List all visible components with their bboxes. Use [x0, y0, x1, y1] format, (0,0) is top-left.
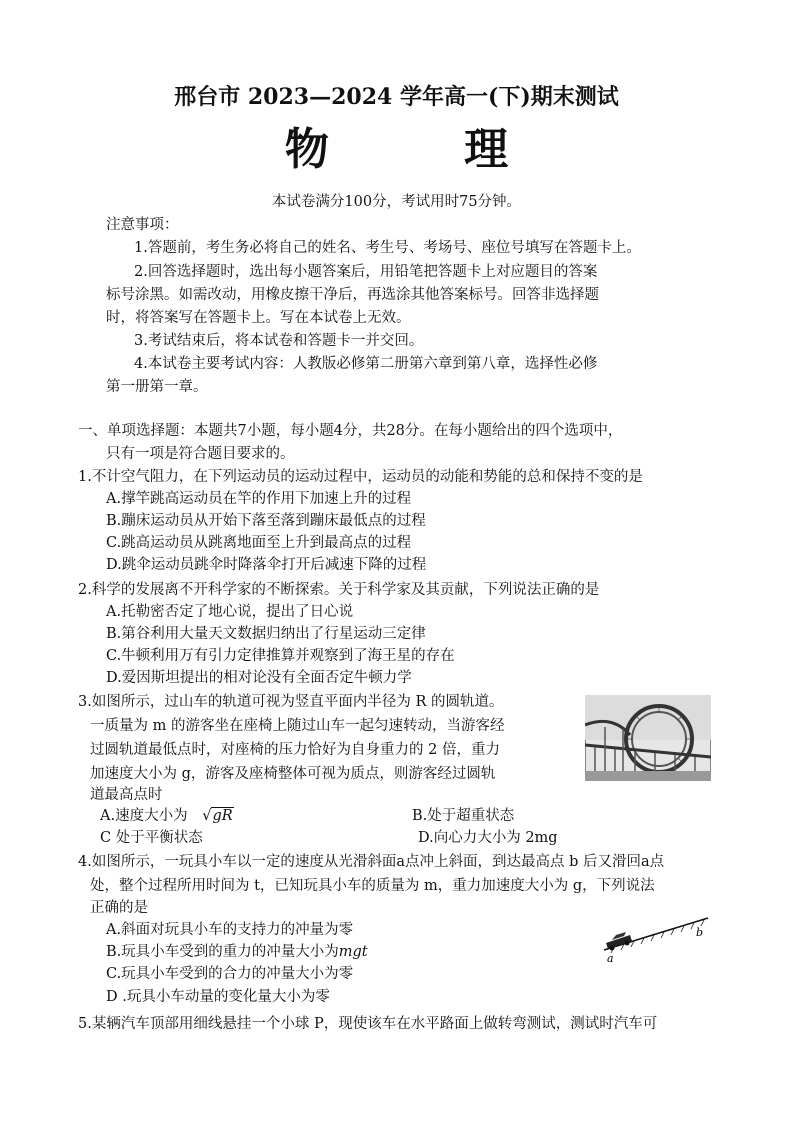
question-5-stem: 5.某辆汽车顶部用细线悬挂一个小球 P，现使该车在水平路面上做转弯测试，测试时汽车可: [78, 1016, 658, 1032]
q4-option-b-formula: mgt: [338, 944, 368, 960]
incline-diagram: [600, 912, 712, 964]
question-2-stem: 2.科学的发展离不开科学家的不断探索。关于科学家及其贡献，下列说法正确的是: [78, 582, 600, 598]
q3-option-d: D.向心力大小为 2mg: [418, 830, 558, 846]
notice-heading: 注意事项：: [106, 217, 179, 233]
question-1-stem: 1.不计空气阻力，在下列运动员的运动过程中，运动员的动能和势能的总和保持不变的是: [78, 469, 643, 485]
q3-option-b: B.处于超重状态: [412, 808, 515, 824]
notice-line: 3.考试结束后，将本试卷和答题卡一并交回。: [134, 333, 424, 349]
q2-option-d: D.爱因斯坦提出的相对论没有全面否定牛顿力学: [106, 670, 412, 686]
q2-option-c: C.牛顿利用万有引力定律推算并观察到了海王星的存在: [106, 648, 455, 664]
notice-line: 时，将答案写在答题卡上。写在本试卷上无效。: [106, 310, 411, 326]
q1-option-c: C.跳高运动员从跳离地面至上升到最高点的过程: [106, 535, 412, 551]
question-3-stem-line: 一质量为 m 的游客坐在座椅上随过山车一起匀速转动，当游客经: [90, 718, 505, 734]
q3-option-a-label: A.速度大小为: [100, 808, 188, 824]
notice-line: 1.答题前，考生务必将自己的姓名、考生号、考场号、座位号填写在答题卡上。: [134, 240, 641, 256]
exam-info: 本试卷满分100分，考试用时75分钟。: [271, 194, 522, 210]
q1-option-a: A.撑竿跳高运动员在竿的作用下加速上升的过程: [106, 491, 412, 507]
point-b-label: b: [696, 926, 704, 939]
q1-option-d: D.跳伞运动员跳伞时降落伞打开后减速下降的过程: [106, 557, 427, 573]
q1-option-b: B.蹦床运动员从开始下落至落到蹦床最低点的过程: [106, 513, 426, 529]
q4-option-a: A.斜面对玩具小车的支持力的冲量为零: [106, 922, 354, 938]
notice-line: 2.回答选择题时，选出每小题答案后，用铅笔把答题卡上对应题目的答案: [134, 264, 598, 280]
q4-option-b: B.玩具小车受到的重力的冲量大小为mgt: [106, 944, 368, 960]
point-a-label: a: [607, 952, 614, 964]
q4-option-c: C.玩具小车受到的合力的冲量大小为零: [106, 966, 354, 982]
q2-option-b: B.第谷利用大量天文数据归纳出了行星运动三定律: [106, 626, 426, 642]
question-4-stem-line: 正确的是: [90, 900, 148, 916]
q2-option-a: A.托勒密否定了地心说，提出了日心说: [106, 604, 354, 620]
exam-title: 邢台市 2023—2024 学年高一(下)期末测试: [174, 84, 619, 110]
question-4-stem: 4.如图所示，一玩具小车以一定的速度从光滑斜面a点冲上斜面，到达最高点 b 后又滑回a点: [78, 854, 665, 870]
notice-line: 第一册第一章。: [106, 379, 208, 395]
roller-coaster-photo: [585, 695, 711, 781]
q4-option-d: D .玩具小车动量的变化量大小为零: [106, 989, 330, 1005]
question-3-stem-line: 过圆轨道最低点时，对座椅的压力恰好为自身重力的 2 倍，重力: [90, 742, 500, 758]
q3-option-a: [100, 806, 234, 826]
notice-line: 4.本试卷主要考试内容：人教版必修第二册第六章到第八章，选择性必修: [134, 356, 598, 372]
section-heading: 一、单项选择题：本题共7小题，每小题4分，共28分。在每小题给出的四个选项中，: [78, 423, 623, 439]
question-3-stem-line: 加速度大小为 g，游客及座椅整体可视为质点，则游客经过圆轨: [90, 766, 496, 782]
question-4-stem-line: 处，整个过程所用时间为 t，已知玩具小车的质量为 m，重力加速度大小为 g，下列说法: [90, 878, 655, 894]
toy-car-icon: [606, 932, 632, 951]
notice-line: 标号涂黑。如需改动，用橡皮擦干净后，再选涂其他答案标号。回答非选择题: [106, 287, 599, 303]
subject-title: 物 理: [284, 124, 569, 175]
q3-option-a-formula: √gR: [202, 808, 233, 824]
section-heading-cont: 只有一项是符合题目要求的。: [106, 446, 295, 462]
question-3-stem-line: 道最高点时: [90, 787, 163, 803]
question-3-stem: 3.如图所示，过山车的轨道可视为竖直平面内半径为 R 的圆轨道。: [78, 694, 504, 710]
q3-option-c: C 处于平衡状态: [100, 830, 203, 846]
